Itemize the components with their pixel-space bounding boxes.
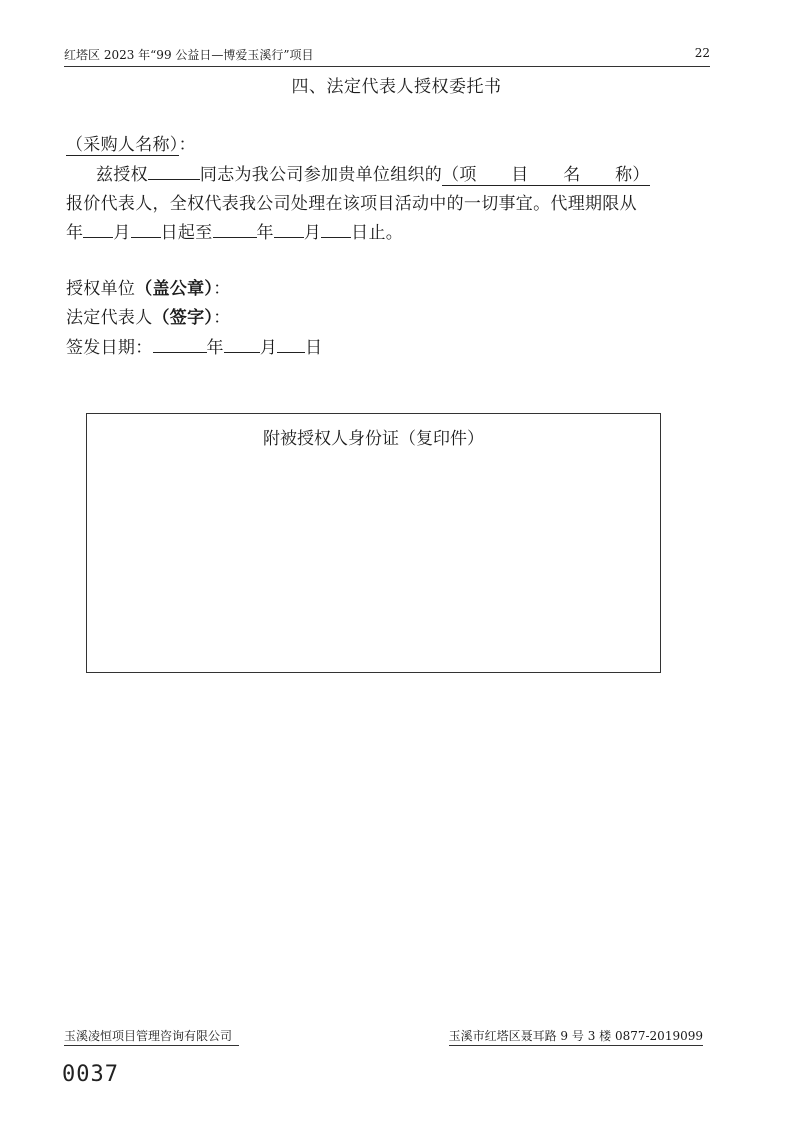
date-day-label: 日 [305, 338, 323, 358]
page-header [64, 44, 710, 67]
day-to-blank [321, 219, 351, 238]
day-to-label: 日止。 [351, 223, 404, 243]
rep-signature-note: （签字） [152, 308, 214, 328]
month-to-blank [274, 219, 304, 238]
project-name-blank: （项 目 名 称） [442, 165, 650, 185]
auth-middle: 同志为我公司参加贵单位组织的 [199, 165, 443, 185]
authorized-person-blank [148, 161, 200, 180]
footer-address: 玉溪市红塔区聂耳路 9 号 3 楼 0877-2019099 [449, 1027, 703, 1046]
document-title: 四、法定代表人授权委托书 [291, 77, 502, 97]
auth-prefix: 兹授权 [96, 165, 148, 185]
year-to-label: 年 [256, 223, 274, 243]
authorization-line-2: 报价代表人，全权代表我公司处理在该项目活动中的一切事宜。代理期限从 [66, 194, 637, 214]
recipient-colon: ： [178, 135, 196, 155]
header-title: 红塔区 2023 年“99 公益日—博爱玉溪行”项目 [64, 48, 314, 62]
day-from-blank [131, 219, 161, 238]
rep-label: 法定代表人 [66, 308, 153, 328]
month-from-blank [83, 219, 113, 238]
legal-rep-line [66, 303, 231, 328]
day-from-label: 日起至 [160, 223, 213, 243]
unit-colon: ： [213, 279, 231, 299]
authorization-line-1 [96, 160, 650, 185]
authorizing-unit-line [66, 274, 231, 299]
date-year-blank [153, 334, 207, 353]
page-stamp-number: 0037 [62, 1062, 119, 1087]
unit-label: 授权单位 [66, 279, 136, 299]
month-label: 月 [113, 223, 131, 243]
issue-date-line [66, 333, 322, 358]
page-number: 22 [694, 46, 710, 60]
date-month-blank [224, 334, 260, 353]
date-day-blank [277, 334, 305, 353]
id-card-attachment-box [86, 413, 661, 673]
year-to-blank [213, 219, 257, 238]
year-label: 年 [66, 223, 84, 243]
date-month-label: 月 [259, 338, 278, 358]
unit-seal-note: （盖公章） [135, 279, 214, 299]
rep-colon: ： [213, 308, 231, 328]
date-year-label: 年 [206, 338, 224, 358]
recipient-line [66, 130, 196, 155]
date-label: 签发日期： [66, 338, 153, 358]
recipient-name: （采购人名称） [66, 135, 179, 155]
footer-company: 玉溪凌恒项目管理咨询有限公司 [64, 1027, 239, 1046]
authorization-line-3 [66, 218, 403, 243]
attachment-box-title: 附被授权人身份证（复印件） [263, 429, 484, 449]
month-to-label: 月 [303, 223, 322, 243]
